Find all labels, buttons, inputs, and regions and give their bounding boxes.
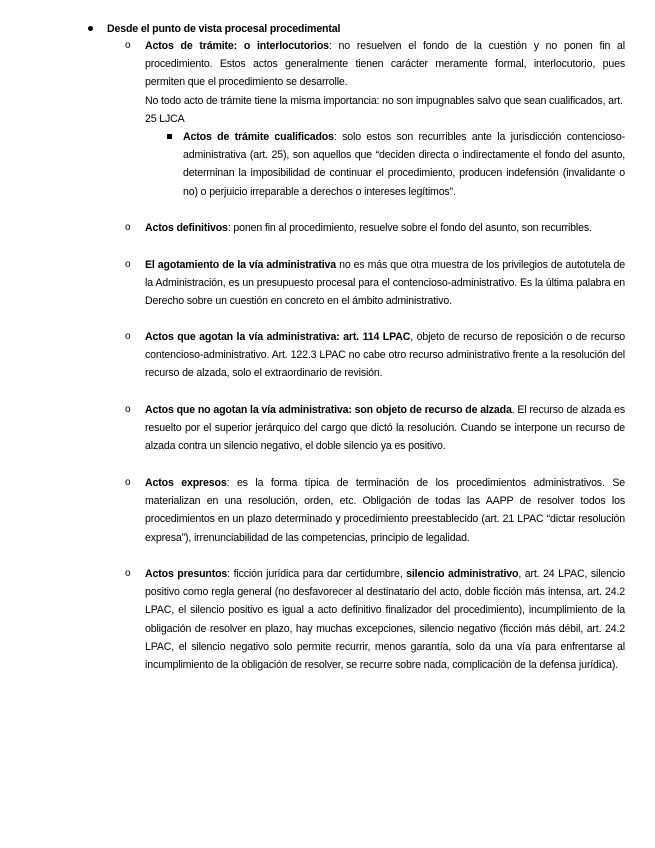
item-term: Actos definitivos bbox=[145, 222, 228, 234]
item-term-2: silencio administrativo bbox=[406, 568, 519, 580]
bullet-circle: o bbox=[125, 40, 131, 51]
bullet-circle: o bbox=[125, 477, 131, 488]
item-text: . El recurso de alzada es resuelto por el superior jerárquico del cargo que dictó la resolución. Cuando se interpone un recurso de alzada contra un silencio negativo, el doble silencio ya es positivo. bbox=[145, 404, 626, 453]
bullet-circle: o bbox=[125, 331, 131, 342]
bullet-circle: o bbox=[125, 568, 131, 579]
list-item-expresos bbox=[145, 474, 625, 547]
item-text: : ponen fin al procedimiento, resuelve sobre el fondo del asunto, son recurribles. bbox=[227, 222, 592, 234]
bullet-square bbox=[167, 134, 172, 139]
item-term: El agotamiento de la vía administrativa bbox=[145, 259, 337, 271]
list-item-agotamiento bbox=[145, 256, 625, 311]
list-item-actos-tramite bbox=[145, 37, 625, 128]
list-item-agotan bbox=[145, 328, 625, 383]
list-item-presuntos bbox=[145, 565, 625, 674]
sub-item-cualificados bbox=[183, 128, 625, 201]
item-text-2: , art. 24 LPAC, silencio positivo como regla general (no desfavorecer al destinatario del acto, doble ficción más intensa, art. 24.2 LPAC, el silencio positivo es igual a acto definitivo finalizador del procedimiento), incumplimiento de la obligación de resolver en plazo, hay muchas excepciones, silencio negativo (ficción más débil, art. 24.2 LPAC, el silencio negativo solo permite recurrir, menos garantía, solo da una vía para enfrentarse al incumplimiento de la obligación de resolver, se recurre sobre nada, complicación de la defensa jurídica). bbox=[145, 568, 625, 672]
item-term: Actos presuntos bbox=[145, 568, 228, 580]
item-term: Actos que no agotan la vía administrativa: son objeto de recurso de alzada bbox=[145, 404, 512, 416]
bullet-circle: o bbox=[125, 404, 131, 415]
item-text: : no resuelven el fondo de la cuestión y no ponen fin al procedimiento. Estos actos generalmente tienen carácter meramente formal, interlocutorio, pues permiten que el procedimiento se desarrolle. bbox=[145, 40, 625, 89]
bullet-dot bbox=[88, 26, 93, 31]
list-item-no-agotan bbox=[145, 401, 625, 456]
item-term: Actos que agotan la vía administrativa: art. 114 LPAC bbox=[145, 331, 411, 343]
bullet-circle: o bbox=[125, 222, 131, 233]
bullet-circle: o bbox=[125, 259, 131, 270]
item-text: no es más que otra muestra de los privilegios de autotutela de la Administración, es un presupuesto procesal para el contencioso-administrativo. Es la última palabra en Derecho sobre un cuestión en concreto en el ámbito administrativo. bbox=[145, 259, 625, 308]
item-text-2: No todo acto de trámite tiene la misma importancia: no son impugnables salvo que sean cualificados, art. 25 LJCA bbox=[145, 94, 623, 125]
section-heading: Desde el punto de vista procesal procedimental bbox=[107, 23, 341, 35]
sub-item-text: : solo estos son recurribles ante la jurisdicción contencioso-administrativa (art. 25), son aquellos que “deciden directa o indirectamente el fondo del asunto, determinan la imposibilidad de continuar el procedimiento, producen indefensión (invalidante o no) o perjuicio irreparable a derechos o intereses legítimos”. bbox=[183, 131, 625, 198]
item-text: , objeto de recurso de reposición o de recurso contencioso-administrativo. Art. 122.3 LPAC no cabe otro recurso administrativo frente a la resolución del recurso de alzada, solo el extraordinario de revisión. bbox=[145, 331, 625, 380]
item-text: : es la forma típica de terminación de los procedimientos administrativos. Se materializan en una resolución, orden, etc. Obligación de todas las AAPP de resolver todos los procedimientos en un plazo determinado y procedimiento preestablecido (art. 21 LPAC “dictar resolución expresa”), irrenunciabilidad de las competencias, principio de legalidad. bbox=[145, 477, 625, 544]
item-term: Actos de trámite: o interlocutorios bbox=[145, 40, 329, 52]
sub-item-term: Actos de trámite cualificados bbox=[183, 131, 334, 143]
list-item-actos-definitivos bbox=[145, 219, 625, 237]
item-text: : ficción jurídica para dar certidumbre, bbox=[227, 568, 407, 580]
item-term: Actos expresos bbox=[145, 477, 227, 489]
